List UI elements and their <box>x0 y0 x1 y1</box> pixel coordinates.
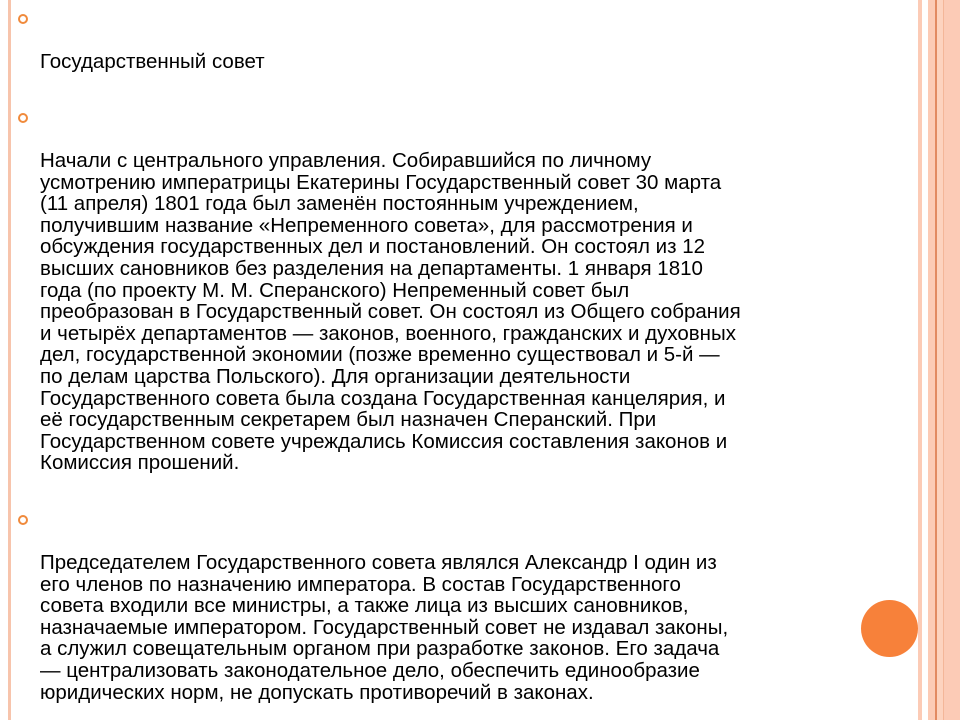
bullet-circle-icon <box>18 14 28 24</box>
paragraph-text: Председателем Государственного совета являлся Александр I один из его членов по назначению императора. В состав Государственного совета входили все министры, а также лица из высших сановников, назначаемые императором. Государственный совет не издавал законы, а служил совещательным органом при разработке законов. Его задача — централизовать законодательное дело, обеспечить единообразие юридических норм, не допускать противоречий в законах. <box>40 551 729 704</box>
bullet-circle-icon <box>18 515 28 525</box>
bullet-paragraph-chairman <box>16 509 956 703</box>
paragraph-text: Государственный совет <box>40 50 265 74</box>
left-decorative-line <box>8 0 11 720</box>
bullet-paragraph-title <box>16 8 956 73</box>
slide-body <box>16 4 956 703</box>
bullet-paragraph-history <box>16 107 956 474</box>
bullet-circle-icon <box>18 113 28 123</box>
paragraph-text: Начали с центрального управления. Собиравшийся по личному усмотрению императрицы Екатерины Государственный совет 30 марта (11 апреля) 1801 года был заменён постоянным учреждением, получившим название «Непременного совета», для рассмотрения и обсуждения государственных дел и постановлений. Он состоял из 12 высших сановников без разделения на департаменты. 1 января 1810 года (по проекту М. М. Сперанского) Непременный совет был преобразован в Государственный совет. Он состоял из Общего собрания и четырёх департаментов — законов, военного, гражданских и духовных дел, государственной экономии (позже временно существовал и 5-й — по делам царства Польского). Для организации деятельности Государственного совета была создана Государственная канцелярия, и её государственным секретарем был назначен Сперанский. При Государственном совете учреждались Комиссия составления законов и Комиссия прошений. <box>40 148 741 475</box>
